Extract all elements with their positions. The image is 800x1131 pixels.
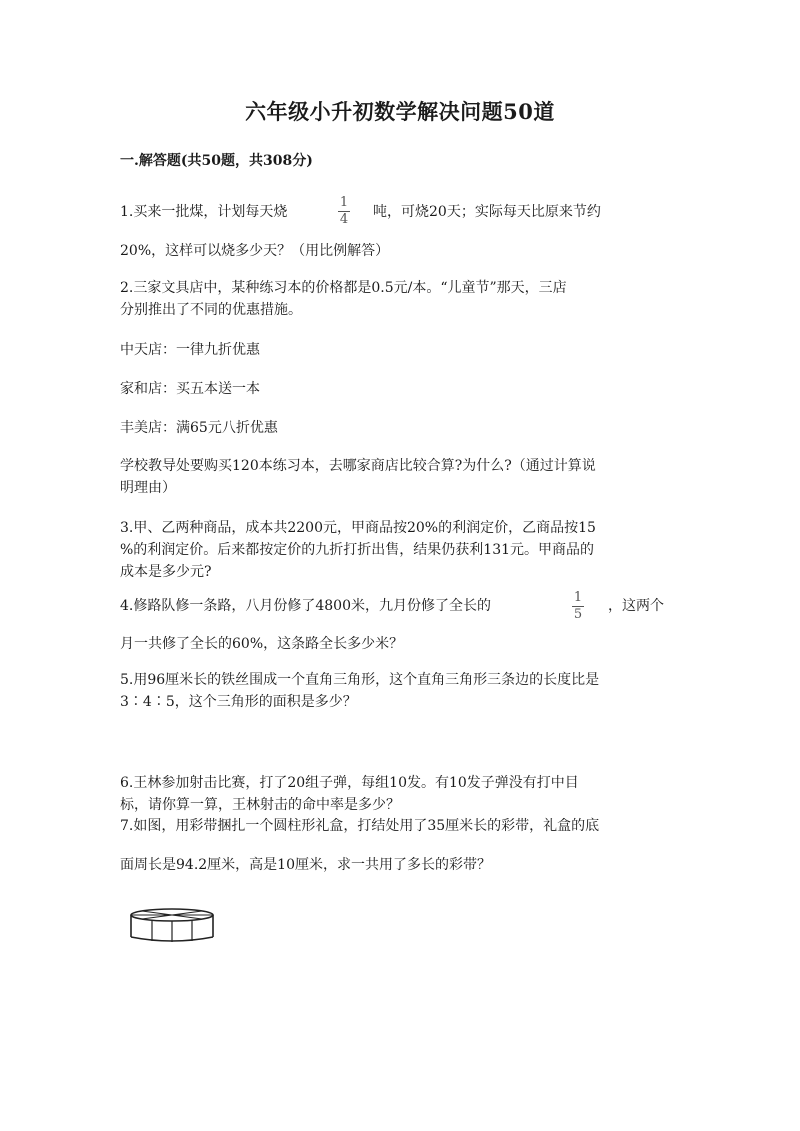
q6-line-1: 6.王林参加射击比赛，打了20组子弹，每组10发。有10发子弹没有打中目: [120, 775, 579, 791]
q1-fraction: [336, 196, 352, 227]
q4-text-b: ，这两个: [608, 598, 664, 614]
q3-line-3: 成本是多少元?: [120, 564, 212, 580]
q2-store-2: 家和店：买五本送一本: [120, 381, 260, 397]
q2-store-1: 中天店：一律九折优惠: [120, 342, 260, 358]
q3-line-1: 3.甲、乙两种商品，成本共2200元，甲商品按20%的利润定价，乙商品按15: [120, 520, 596, 536]
q1-fraction-numerator: 1: [339, 195, 349, 210]
q1-line-1: [120, 202, 287, 222]
q5-line-1: 5.用96厘米长的铁丝围成一个直角三角形，这个直角三角形三条边的长度比是: [120, 672, 600, 688]
q4-fraction-numerator: 1: [573, 590, 583, 605]
q4-line-2: 月一共修了全长的60%，这条路全长多少米？: [120, 636, 404, 652]
q1-fraction-denominator: 4: [339, 212, 349, 227]
q2-line-1: 2.三家文具店中，某种练习本的价格都是0.5元/本。“儿童节”那天，三店: [120, 280, 567, 296]
q1-line-2: 20%，这样可以烧多少天？（用比例解答）: [120, 243, 390, 259]
q2-line-2: 分别推出了不同的优惠措施。: [120, 302, 302, 318]
cylinder-gift-box-figure: [128, 905, 218, 947]
q7-line-2: 面周长是94.2厘米，高是10厘米，求一共用了多长的彩带？: [120, 857, 491, 873]
q5-line-2: 3∶4∶5，这个三角形的面积是多少？: [120, 694, 357, 710]
q4-text-a: 4.修路队修一条路，八月份修了4800米，九月份修了全长的: [120, 598, 491, 614]
q1-text-a: 1.买来一批煤，计划每天烧: [120, 204, 288, 220]
q4-fraction-denominator: 5: [573, 607, 583, 622]
q4-fraction: [570, 591, 586, 622]
q1-text-b: 吨，可烧20天；实际每天比原来节约: [373, 204, 601, 220]
section-heading: 一.解答题(共50题，共308分): [120, 153, 313, 169]
q2-line-3: 学校教导处要购买120本练习本，去哪家商店比较合算?为什么?（通过计算说: [120, 458, 596, 474]
q2-store-3: 丰美店：满65元八折优惠: [120, 420, 278, 436]
q6-line-2: 标，请你算一算，王林射击的命中率是多少？: [120, 797, 400, 813]
q7-line-1: 7.如图，用彩带捆扎一个圆柱形礼盒，打结处用了35厘米长的彩带，礼盒的底: [120, 818, 600, 834]
q3-line-2: %的利润定价。后来都按定价的九折打折出售，结果仍获利131元。甲商品的: [120, 542, 595, 558]
page-title: 六年级小升初数学解决问题50道: [245, 99, 555, 124]
q2-line-4: 明理由）: [120, 480, 176, 496]
